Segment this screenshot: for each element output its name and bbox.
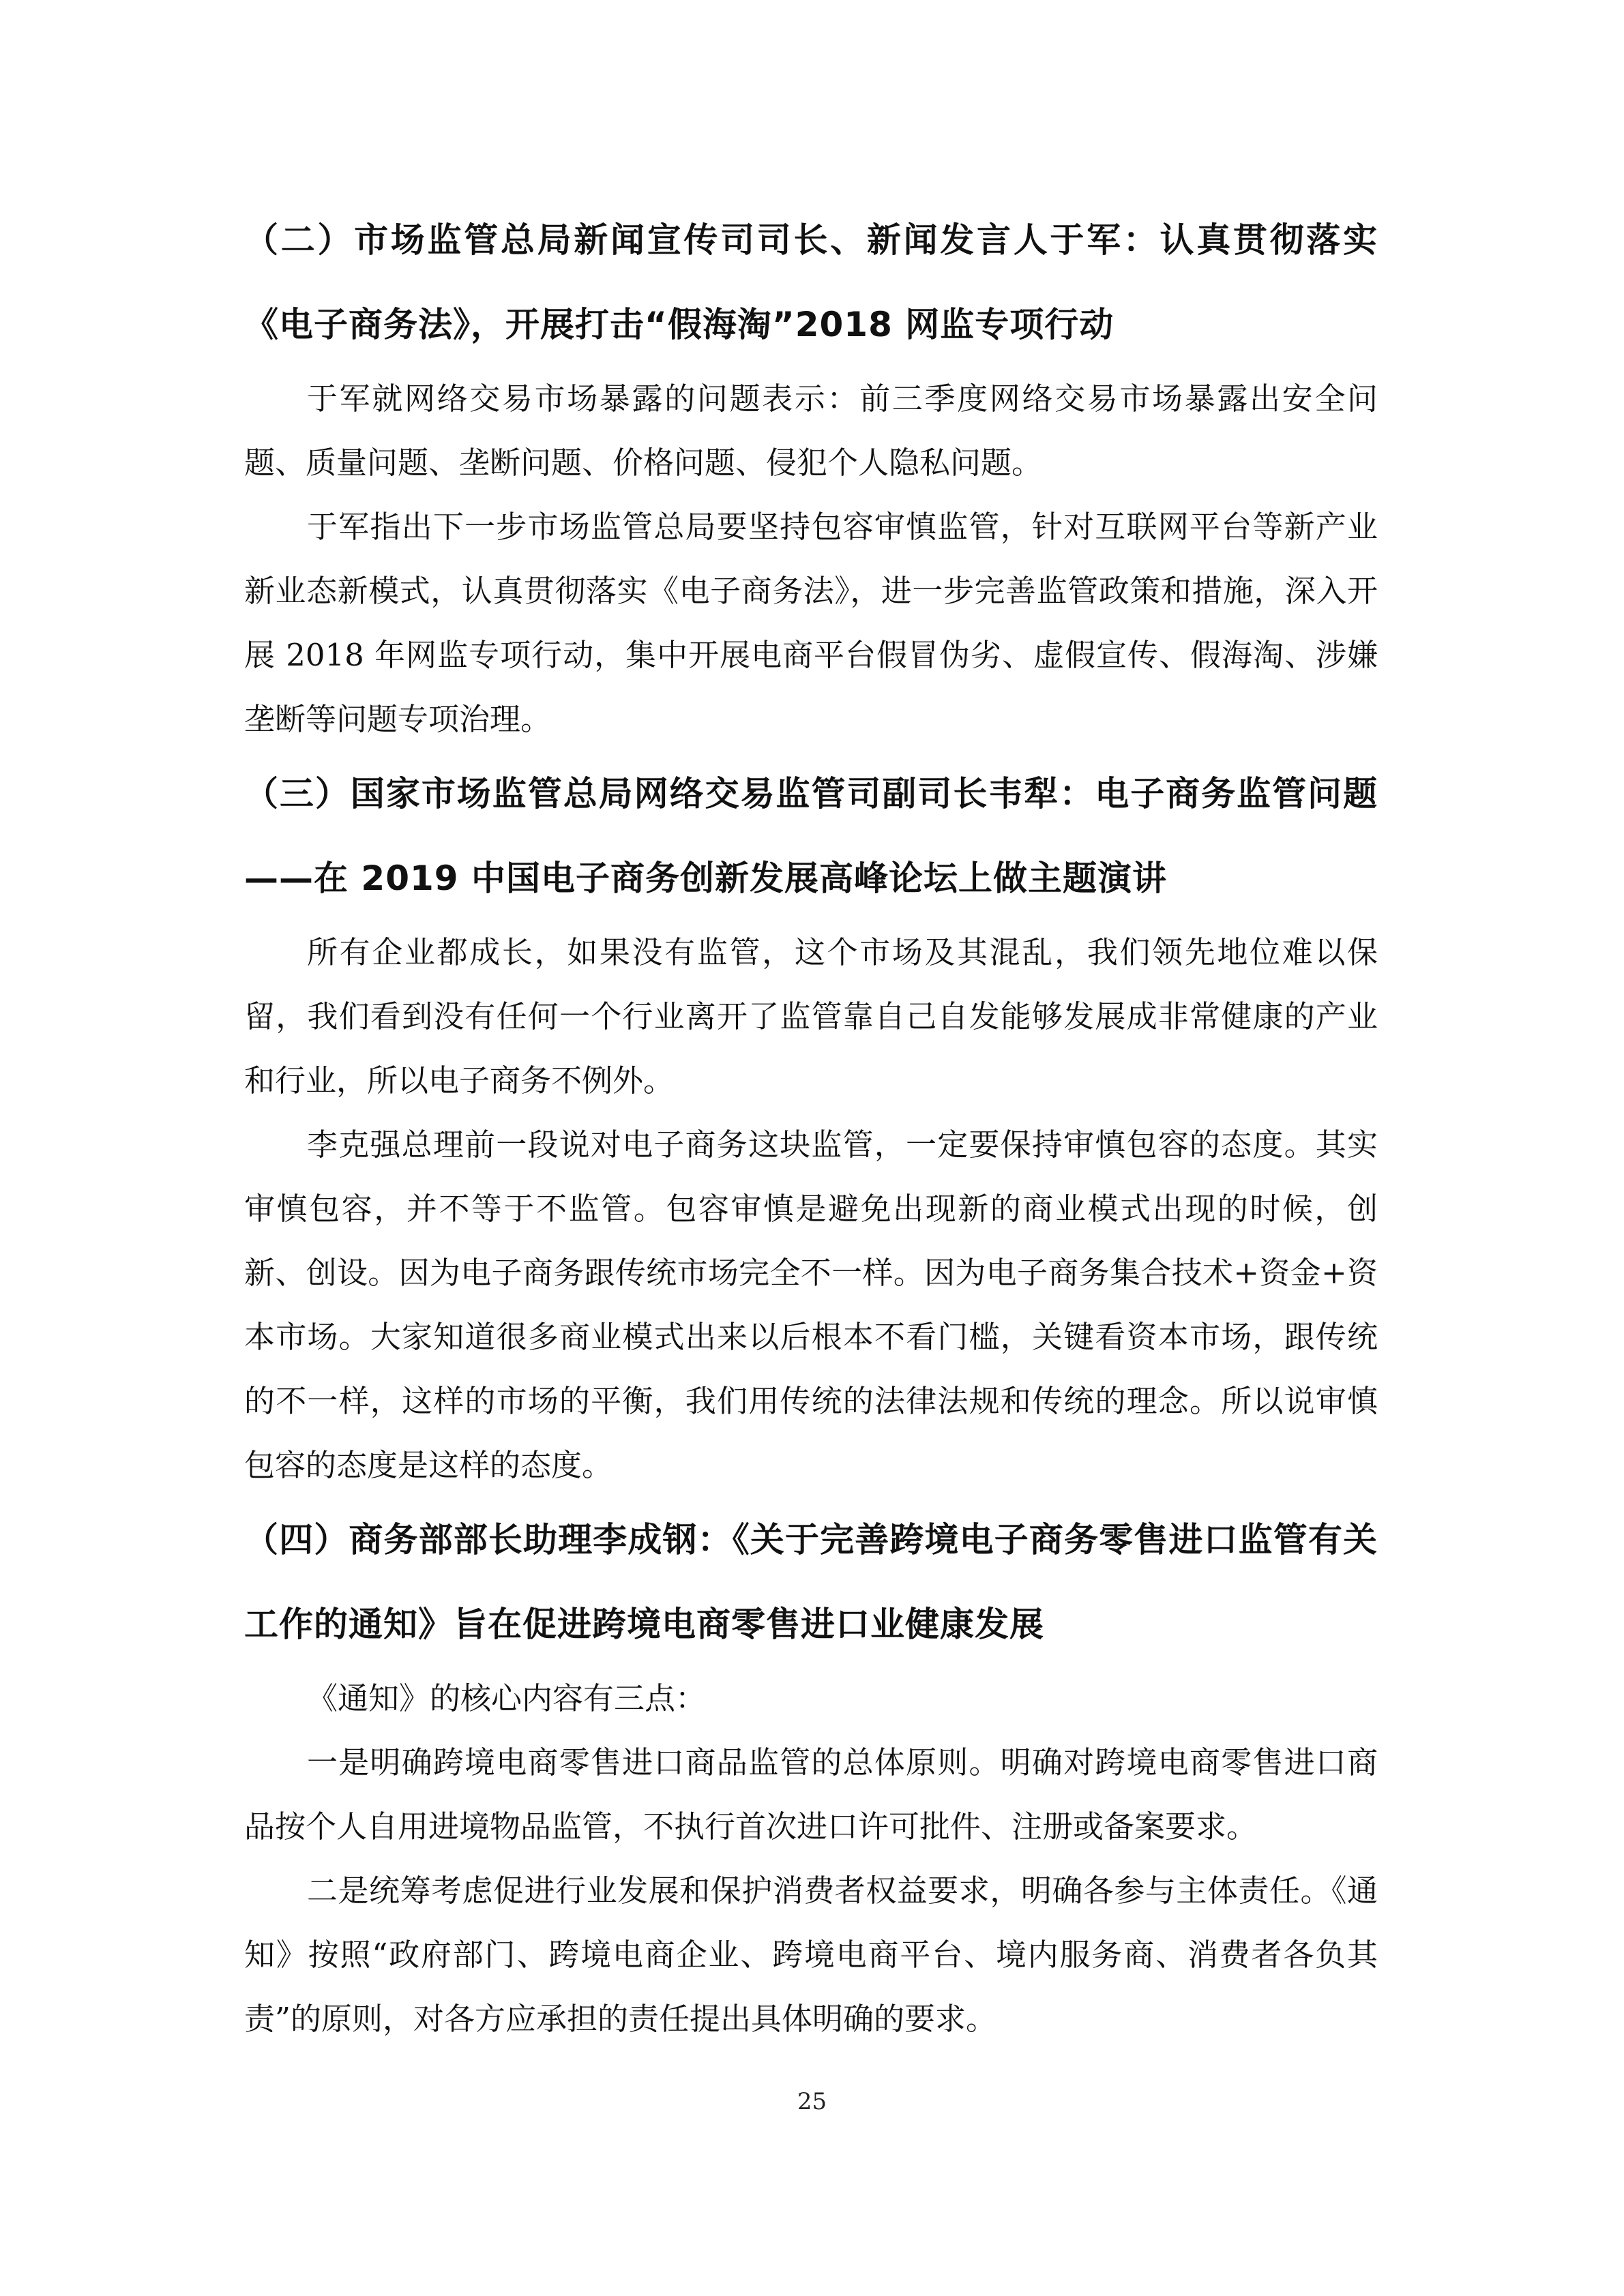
page-number: 25 (797, 2088, 827, 2115)
paragraph: 二是统筹考虑促进行业发展和保护消费者权益要求，明确各参与主体责任。《通知》按照“政府部门、跨境电商企业、跨境电商平台、境内服务商、消费者各负其责”的原则，对各方应承担的责任提出具体明确的要求。 (244, 1873, 1378, 2037)
paragraph: 一是明确跨境电商零售进口商品监管的总体原则。明确对跨境电商零售进口商品按个人自用进境物品监管，不执行首次进口许可批件、注册或备案要求。 (244, 1744, 1378, 1845)
paragraph: 李克强总理前一段说对电子商务这块监管，一定要保持审慎包容的态度。其实审慎包容，并不等于不监管。包容审慎是避免出现新的商业模式出现的时候，创新、创设。因为电子商务跟传统市场完全不一样。因为电子商务集合技术+资金+资本市场。大家知道很多商业模式出来以后根本不看门槛，关键看资本市场，跟传统的不一样，这样的市场的平衡，我们用传统的法律法规和传统的理念。所以说审慎包容的态度是这样的态度。 (244, 1127, 1378, 1483)
paragraph: 《通知》的核心内容有三点： (307, 1680, 707, 1716)
section-heading: （二）市场监管总局新闻宣传司司长、新闻发言人于军：认真贯彻落实《电子商务法》，开展打击“假海淘”2018 网监专项行动 (244, 220, 1378, 344)
section-3 (244, 751, 1378, 1497)
paragraph: 于军指出下一步市场监管总局要坚持包容审慎监管，针对互联网平台等新产业新业态新模式，认真贯彻落实《电子商务法》，进一步完善监管政策和措施，深入开展 2018 年网监专项行动，集中开展电商平台假冒伪劣、虚假宣传、假海淘、涉嫌垄断等问题专项治理。 (244, 509, 1378, 737)
document-body (244, 198, 1378, 2051)
section-heading: （四）商务部部长助理李成钢：《关于完善跨境电子商务零售进口监管有关工作的通知》旨在促进跨境电商零售进口业健康发展 (244, 1520, 1378, 1644)
section-heading: （三）国家市场监管总局网络交易监管司副司长韦犁：电子商务监管问题——在 2019 中国电子商务创新发展高峰论坛上做主题演讲 (244, 774, 1378, 898)
section-4 (244, 1497, 1378, 2051)
paragraph: 于军就网络交易市场暴露的问题表示：前三季度网络交易市场暴露出安全问题、质量问题、垄断问题、价格问题、侵犯个人隐私问题。 (244, 381, 1378, 481)
paragraph: 所有企业都成长，如果没有监管，这个市场及其混乱，我们领先地位难以保留，我们看到没有任何一个行业离开了监管靠自己自发能够发展成非常健康的产业和行业，所以电子商务不例外。 (244, 934, 1378, 1099)
section-2 (244, 198, 1378, 751)
